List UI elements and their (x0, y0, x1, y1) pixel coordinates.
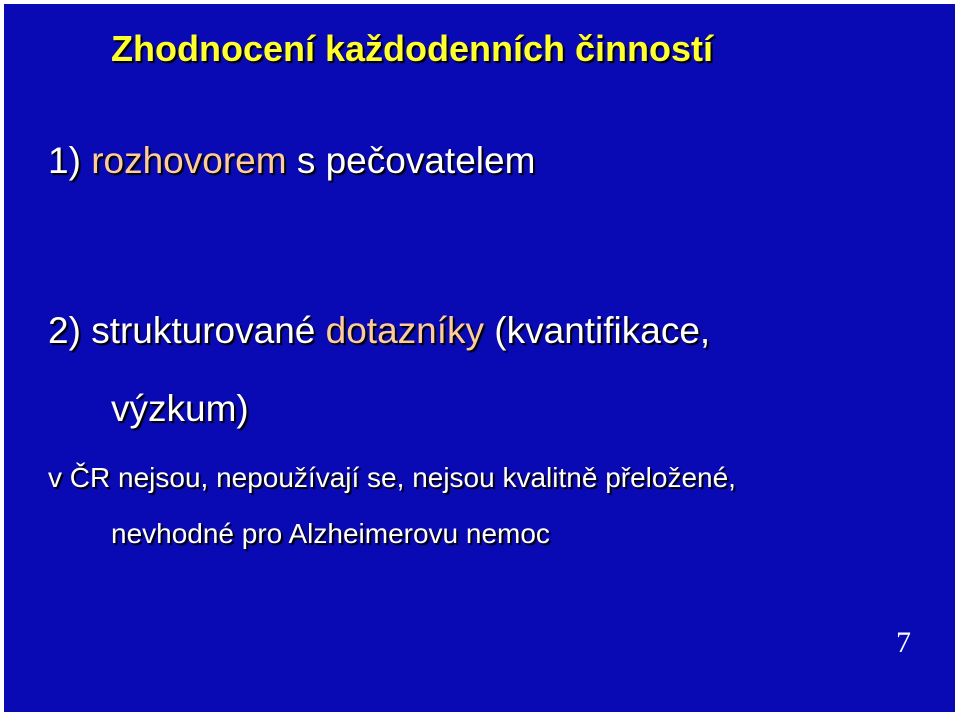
note-line-1: v ČR nejsou, nepoužívají se, nejsou kvalitně přeložené, (48, 462, 736, 493)
item-2-highlight: dotazníky (325, 310, 485, 351)
slide-title: Zhodnocení každodenních činností (111, 28, 714, 69)
slide (4, 4, 955, 712)
item-1-number: 1) (48, 140, 81, 181)
item-1-rest: s pečovatelem (296, 140, 536, 181)
item-1 (48, 140, 535, 182)
item-1-highlight: rozhovorem (91, 140, 287, 181)
page-number: 7 (896, 626, 911, 659)
item-2-continuation: výzkum) (111, 388, 249, 429)
note-line-2: nevhodné pro Alzheimerovu nemoc (111, 518, 550, 549)
item-2-word: strukturované (91, 310, 316, 351)
item-2-rest: (kvantifikace, (494, 310, 711, 351)
item-2 (48, 310, 710, 352)
item-2-number: 2) (48, 310, 81, 351)
